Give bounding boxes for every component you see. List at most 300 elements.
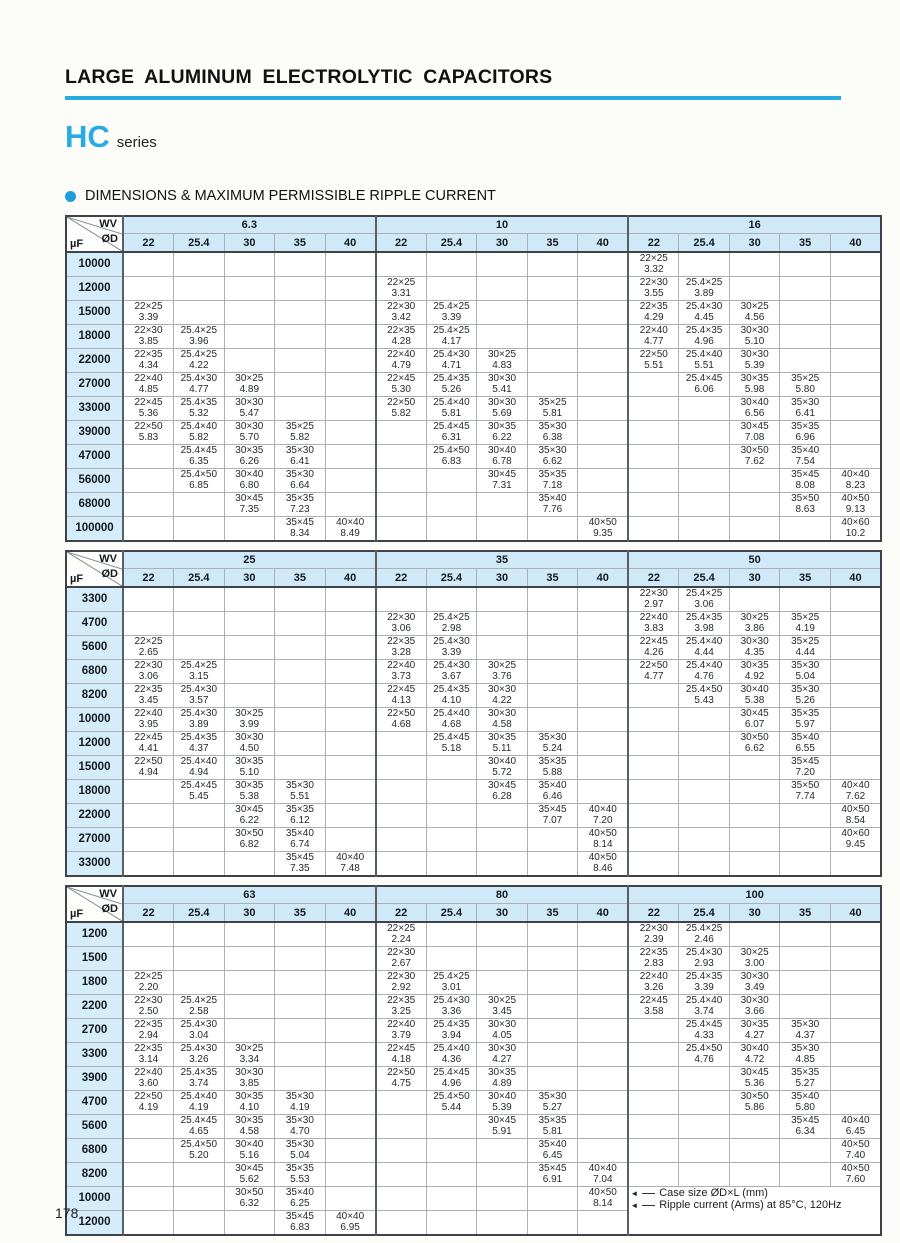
- capacitor-cell: [426, 1067, 477, 1091]
- capacitor-cell: [527, 1091, 578, 1115]
- case-size: 25.4×40: [685, 660, 723, 671]
- diameter-header: 40: [325, 569, 376, 588]
- empty-cell: [123, 1187, 174, 1211]
- capacitor-cell: [729, 397, 780, 421]
- ripple-current: 3.06: [694, 598, 714, 610]
- capacitor-cell: [426, 1043, 477, 1067]
- capacitor-cell: [830, 469, 881, 493]
- capacitor-cell: [527, 780, 578, 804]
- empty-cell: [477, 636, 528, 660]
- empty-cell: [830, 756, 881, 780]
- ripple-current: 5.18: [441, 742, 462, 754]
- capacitor-cell: [679, 612, 730, 636]
- ripple-current: 3.79: [391, 1029, 411, 1041]
- case-size: 30×30: [487, 708, 517, 719]
- ripple-current: 7.60: [845, 1173, 866, 1185]
- capacitor-cell: [174, 1067, 225, 1091]
- case-size: 35×25: [791, 373, 820, 384]
- ripple-current: 7.48: [340, 862, 360, 874]
- empty-cell: [275, 684, 326, 708]
- empty-cell: [123, 252, 174, 277]
- empty-cell: [679, 756, 730, 780]
- empty-cell: [224, 947, 275, 971]
- empty-cell: [830, 852, 881, 877]
- capacitor-cell: [477, 445, 528, 469]
- ripple-current: 3.15: [189, 670, 209, 682]
- case-size: 25.4×25: [685, 923, 723, 934]
- diameter-header: 40: [578, 904, 629, 923]
- ripple-current: 6.80: [239, 479, 260, 491]
- empty-cell: [628, 780, 679, 804]
- diameter-header: 40: [830, 904, 881, 923]
- uf-row-label: 27000: [66, 373, 123, 397]
- empty-cell: [224, 1211, 275, 1236]
- empty-cell: [527, 587, 578, 612]
- ripple-current: 2.93: [694, 957, 714, 969]
- capacitor-cell: [527, 804, 578, 828]
- case-size: 30×40: [487, 445, 517, 456]
- capacitor-cell: [679, 971, 730, 995]
- uf-row-label: 5600: [66, 636, 123, 660]
- case-size: 40×50: [841, 1139, 870, 1150]
- capacitor-cell: [426, 732, 477, 756]
- case-size: 35×35: [285, 1163, 314, 1174]
- ripple-current: 5.82: [391, 407, 411, 419]
- ripple-current: 5.26: [795, 694, 815, 706]
- ripple-current: 2.20: [138, 981, 159, 993]
- table-header: [66, 886, 881, 922]
- capacitor-cell: [123, 660, 174, 684]
- capacitor-cell: [123, 1043, 174, 1067]
- ripple-current: 5.04: [795, 670, 815, 682]
- uf-row-label: 100000: [66, 517, 123, 542]
- ripple-current: 5.86: [744, 1101, 765, 1113]
- case-size: 25.4×40: [433, 397, 470, 408]
- empty-cell: [628, 1115, 679, 1139]
- case-size: 25.4×30: [433, 995, 470, 1006]
- case-size: 30×35: [235, 1091, 264, 1102]
- empty-cell: [426, 469, 477, 493]
- empty-cell: [123, 922, 174, 947]
- case-size: 30×30: [740, 995, 769, 1006]
- uf-row-label: 3300: [66, 587, 123, 612]
- case-size: 22×35: [639, 301, 668, 312]
- capacitor-cell: [174, 780, 225, 804]
- ripple-current: 5.43: [694, 694, 714, 706]
- ripple-current: 4.83: [492, 359, 512, 371]
- capacitor-cell: [174, 756, 225, 780]
- ripple-current: 8.14: [593, 838, 613, 850]
- ripple-current: 3.55: [644, 287, 664, 299]
- capacitor-cell: [275, 1115, 326, 1139]
- empty-cell: [174, 804, 225, 828]
- empty-cell: [830, 349, 881, 373]
- case-size: 22×25: [134, 971, 163, 982]
- empty-cell: [123, 1163, 174, 1187]
- capacitor-cell: [426, 325, 477, 349]
- empty-cell: [628, 1043, 679, 1067]
- empty-cell: [123, 1115, 174, 1139]
- empty-cell: [275, 301, 326, 325]
- ripple-current: 5.53: [290, 1173, 310, 1185]
- empty-cell: [477, 1187, 528, 1211]
- ripple-current: 6.31: [441, 431, 462, 443]
- case-size: 40×40: [588, 804, 617, 815]
- case-size: 30×30: [235, 421, 264, 432]
- ripple-current: 4.44: [795, 646, 815, 658]
- uf-row-label: 15000: [66, 301, 123, 325]
- table-row: [66, 612, 881, 636]
- empty-cell: [325, 922, 376, 947]
- case-size: 30×25: [487, 660, 517, 671]
- empty-cell: [325, 325, 376, 349]
- empty-cell: [527, 708, 578, 732]
- case-size: 25.4×25: [180, 660, 218, 671]
- case-size: 30×40: [487, 1091, 517, 1102]
- ripple-current: 3.06: [391, 622, 411, 634]
- capacitor-cell: [174, 445, 225, 469]
- empty-cell: [376, 1115, 427, 1139]
- case-size: 30×45: [235, 1163, 264, 1174]
- empty-cell: [578, 277, 629, 301]
- case-size: 22×35: [387, 995, 416, 1006]
- capacitor-cell: [628, 587, 679, 612]
- empty-cell: [729, 469, 780, 493]
- case-size: 25.4×25: [685, 277, 723, 288]
- case-size: 25.4×35: [685, 971, 723, 982]
- empty-cell: [679, 780, 730, 804]
- capacitor-cell: [527, 397, 578, 421]
- capacitor-cell: [376, 636, 427, 660]
- capacitor-cell: [275, 852, 326, 877]
- case-size: 40×40: [588, 1163, 617, 1174]
- diameter-header: 25.4: [679, 569, 730, 588]
- case-size: 22×25: [134, 301, 163, 312]
- ripple-current: 8.23: [845, 479, 866, 491]
- capacitor-cell: [679, 684, 730, 708]
- table-row: [66, 373, 881, 397]
- empty-cell: [477, 493, 528, 517]
- capacitor-cell: [729, 612, 780, 636]
- empty-cell: [477, 1211, 528, 1236]
- uf-row-label: 6800: [66, 660, 123, 684]
- uf-row-label: 8200: [66, 684, 123, 708]
- ripple-current: 5.82: [189, 431, 209, 443]
- ripple-current: 2.97: [644, 598, 664, 610]
- capacitor-cell: [224, 1139, 275, 1163]
- uf-row-label: 6800: [66, 1139, 123, 1163]
- ripple-current: 7.23: [290, 503, 310, 515]
- ripple-current: 7.62: [744, 455, 765, 467]
- empty-cell: [426, 1115, 477, 1139]
- empty-cell: [224, 252, 275, 277]
- case-size: 25.4×45: [180, 780, 218, 791]
- empty-cell: [426, 277, 477, 301]
- ripple-current: 4.70: [290, 1125, 310, 1137]
- case-size: 22×50: [134, 756, 163, 767]
- empty-cell: [578, 732, 629, 756]
- ripple-current: 5.88: [542, 766, 563, 778]
- empty-cell: [628, 852, 679, 877]
- capacitor-cell: [780, 1043, 831, 1067]
- ripple-current: 4.44: [694, 646, 714, 658]
- ripple-current: 5.38: [239, 790, 260, 802]
- case-size: 30×25: [235, 373, 264, 384]
- capacitor-cell: [527, 445, 578, 469]
- diameter-header: 35: [275, 234, 326, 253]
- empty-cell: [527, 636, 578, 660]
- ripple-current: 6.41: [795, 407, 815, 419]
- diameter-header: 30: [224, 904, 275, 923]
- capacitor-cell: [123, 971, 174, 995]
- ripple-current: 3.25: [391, 1005, 411, 1017]
- capacitor-cell: [275, 1211, 326, 1236]
- empty-cell: [780, 947, 831, 971]
- empty-cell: [477, 517, 528, 542]
- table-row: [66, 995, 881, 1019]
- empty-cell: [628, 421, 679, 445]
- empty-cell: [527, 1019, 578, 1043]
- capacitor-cell: [376, 971, 427, 995]
- diameter-header: 40: [830, 569, 881, 588]
- case-size: 30×35: [235, 1115, 264, 1126]
- empty-cell: [527, 517, 578, 542]
- ripple-current: 5.97: [795, 718, 815, 730]
- ripple-current: 2.67: [391, 957, 411, 969]
- ripple-current: 3.83: [644, 622, 664, 634]
- empty-cell: [830, 587, 881, 612]
- capacitor-cell: [376, 995, 427, 1019]
- ripple-current: 4.79: [391, 359, 411, 371]
- ripple-current: 5.16: [239, 1149, 260, 1161]
- case-size: 25.4×40: [685, 636, 723, 647]
- capacitor-cell: [477, 1043, 528, 1067]
- diameter-header: 40: [578, 569, 629, 588]
- ripple-table-1: [65, 215, 882, 542]
- empty-cell: [325, 660, 376, 684]
- case-size: 30×45: [740, 708, 769, 719]
- empty-cell: [527, 852, 578, 877]
- capacitor-cell: [174, 397, 225, 421]
- uf-row-label: 56000: [66, 469, 123, 493]
- empty-cell: [174, 636, 225, 660]
- case-size: 30×40: [235, 1139, 264, 1150]
- case-size: 30×30: [740, 971, 769, 982]
- ripple-current: 4.27: [744, 1029, 765, 1041]
- diameter-header: 22: [376, 904, 427, 923]
- ripple-current: 5.41: [492, 383, 512, 395]
- case-size: 22×45: [387, 373, 416, 384]
- ripple-current: 4.19: [290, 1101, 310, 1113]
- ripple-current: 4.76: [694, 1053, 714, 1065]
- capacitor-cell: [174, 660, 225, 684]
- diameter-header: 22: [628, 904, 679, 923]
- capacitor-cell: [527, 1115, 578, 1139]
- case-size: 22×50: [639, 660, 668, 671]
- capacitor-cell: [830, 517, 881, 542]
- capacitor-cell: [325, 852, 376, 877]
- capacitor-cell: [224, 373, 275, 397]
- capacitor-cell: [376, 1019, 427, 1043]
- capacitor-cell: [174, 684, 225, 708]
- ripple-current: 4.19: [138, 1101, 159, 1113]
- capacitor-cell: [679, 660, 730, 684]
- ripple-current: 2.92: [391, 981, 411, 993]
- capacitor-cell: [679, 277, 730, 301]
- empty-cell: [830, 373, 881, 397]
- empty-cell: [679, 708, 730, 732]
- uf-row-label: 39000: [66, 421, 123, 445]
- case-size: 30×40: [740, 397, 769, 408]
- ripple-current: 7.20: [593, 814, 613, 826]
- case-size: 25.4×25: [180, 995, 218, 1006]
- case-size: 35×30: [285, 780, 314, 791]
- empty-cell: [780, 587, 831, 612]
- empty-cell: [325, 636, 376, 660]
- empty-cell: [679, 804, 730, 828]
- ripple-current: 4.71: [441, 359, 462, 371]
- empty-cell: [578, 612, 629, 636]
- case-size: 35×30: [285, 469, 314, 480]
- empty-cell: [830, 421, 881, 445]
- capacitor-cell: [830, 780, 881, 804]
- case-size: 22×40: [639, 612, 668, 623]
- corner-header: [66, 216, 123, 252]
- series-line: [65, 119, 900, 154]
- capacitor-cell: [477, 756, 528, 780]
- ripple-current: 3.39: [138, 311, 159, 323]
- empty-cell: [679, 1139, 730, 1163]
- corner-label-diameter: ØD: [101, 568, 118, 580]
- case-size: 25.4×35: [180, 732, 218, 743]
- empty-cell: [679, 828, 730, 852]
- capacitor-cell: [780, 684, 831, 708]
- capacitor-cell: [275, 1187, 326, 1211]
- empty-cell: [325, 995, 376, 1019]
- table-row: [66, 636, 881, 660]
- ripple-current: 5.26: [441, 383, 462, 395]
- empty-cell: [477, 301, 528, 325]
- empty-cell: [224, 852, 275, 877]
- empty-cell: [123, 852, 174, 877]
- capacitor-cell: [477, 421, 528, 445]
- case-size: 30×35: [235, 780, 264, 791]
- capacitor-cell: [477, 373, 528, 397]
- ripple-current: 4.28: [391, 335, 411, 347]
- empty-cell: [780, 301, 831, 325]
- diameter-header: 25.4: [426, 234, 477, 253]
- empty-cell: [376, 252, 427, 277]
- empty-cell: [578, 780, 629, 804]
- empty-cell: [578, 947, 629, 971]
- empty-cell: [780, 325, 831, 349]
- empty-cell: [729, 517, 780, 542]
- ripple-current: 6.38: [542, 431, 563, 443]
- empty-cell: [679, 397, 730, 421]
- uf-row-label: 4700: [66, 1091, 123, 1115]
- empty-cell: [376, 1211, 427, 1236]
- ripple-current: 3.32: [644, 263, 664, 275]
- case-size: 35×40: [538, 780, 567, 791]
- case-size: 25.4×40: [180, 421, 218, 432]
- case-size: 35×45: [791, 1115, 820, 1126]
- ripple-current: 5.62: [239, 1173, 260, 1185]
- case-size: 30×50: [235, 828, 264, 839]
- case-size: 30×35: [487, 732, 517, 743]
- capacitor-cell: [275, 469, 326, 493]
- capacitor-cell: [123, 421, 174, 445]
- title-rule: [65, 96, 841, 100]
- diameter-header: 25.4: [426, 904, 477, 923]
- voltage-group-header: 25: [123, 551, 376, 569]
- ripple-current: 3.95: [138, 718, 159, 730]
- capacitor-cell: [224, 828, 275, 852]
- case-size: 30×30: [487, 1043, 517, 1054]
- capacitor-cell: [224, 756, 275, 780]
- case-size: 35×45: [538, 804, 567, 815]
- capacitor-cell: [729, 421, 780, 445]
- case-size: 22×40: [387, 1019, 416, 1030]
- empty-cell: [275, 1019, 326, 1043]
- empty-cell: [224, 277, 275, 301]
- case-size: 40×60: [841, 517, 870, 528]
- case-size: 35×30: [285, 1091, 314, 1102]
- empty-cell: [426, 493, 477, 517]
- empty-cell: [275, 277, 326, 301]
- empty-cell: [477, 325, 528, 349]
- empty-cell: [578, 252, 629, 277]
- capacitor-cell: [578, 852, 629, 877]
- capacitor-cell: [729, 732, 780, 756]
- empty-cell: [325, 349, 376, 373]
- ripple-current: 5.83: [138, 431, 159, 443]
- empty-cell: [830, 445, 881, 469]
- case-size: 40×40: [336, 517, 365, 528]
- ripple-current: 2.94: [138, 1029, 159, 1041]
- ripple-current: 4.89: [239, 383, 260, 395]
- empty-cell: [729, 780, 780, 804]
- case-size: 25.4×25: [180, 325, 218, 336]
- empty-cell: [325, 1019, 376, 1043]
- empty-cell: [376, 1091, 427, 1115]
- case-size: 22×35: [387, 636, 416, 647]
- case-size: 25.4×30: [433, 660, 470, 671]
- capacitor-cell: [527, 421, 578, 445]
- ripple-current: 4.65: [189, 1125, 209, 1137]
- capacitor-cell: [729, 1019, 780, 1043]
- empty-cell: [325, 445, 376, 469]
- empty-cell: [527, 349, 578, 373]
- page-title: LARGE ALUMINUM ELECTROLYTIC CAPACITORS: [65, 66, 553, 88]
- ripple-current: 3.94: [441, 1029, 462, 1041]
- capacitor-cell: [275, 1091, 326, 1115]
- empty-cell: [628, 684, 679, 708]
- empty-cell: [174, 947, 225, 971]
- case-size: 22×30: [639, 588, 668, 599]
- empty-cell: [376, 493, 427, 517]
- empty-cell: [325, 1043, 376, 1067]
- ripple-current: 7.31: [492, 479, 512, 491]
- empty-cell: [477, 587, 528, 612]
- capacitor-cell: [174, 1139, 225, 1163]
- uf-row-label: 1800: [66, 971, 123, 995]
- empty-cell: [578, 1115, 629, 1139]
- empty-cell: [578, 301, 629, 325]
- diameter-header: 25.4: [174, 234, 225, 253]
- empty-cell: [679, 1163, 730, 1187]
- ripple-current: 5.81: [441, 407, 462, 419]
- capacitor-cell: [224, 804, 275, 828]
